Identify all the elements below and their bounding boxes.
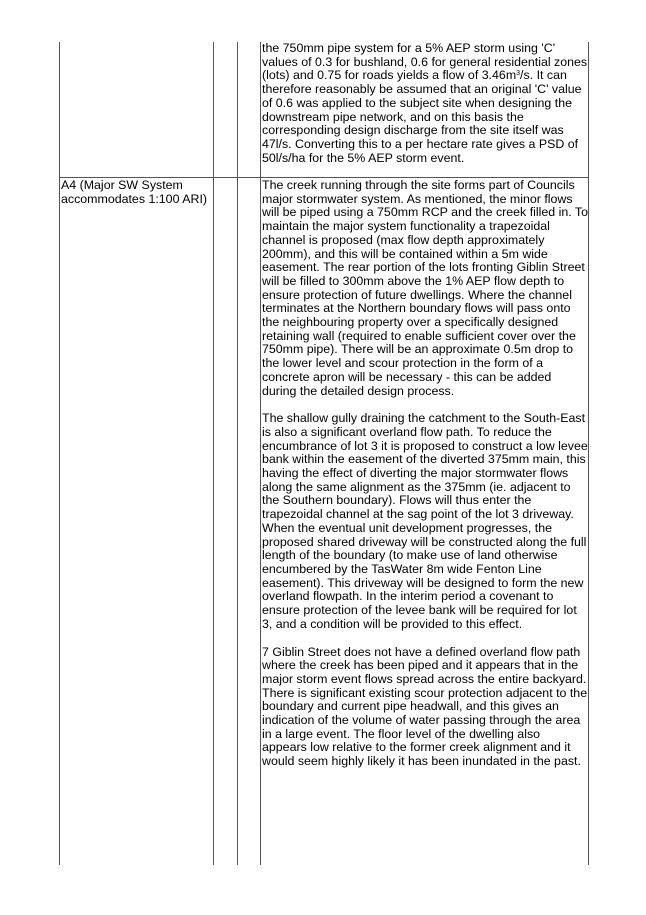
table-border-left xyxy=(59,42,60,865)
row-2-paragraph-2: The shallow gully draining the catchment to the South-East is also a significant overland flow path. To reduce the encumbrance of lot 3 it is proposed to construct a low levee bank within the easement of the diverted 375mm main, this having the effect of diverting the major stormwater flows along the same alignment as the 375mm (ie. adjacent to the Southern boundary). Flows will thus enter the trapezoidal channel at the sag point of the lot 3 driveway. When the eventual unit development progresses, the proposed shared driveway will be constructed along the full length of the boundary (to make use of land otherwise encumbered by the TasWater 8m wide Fenton Line easement). This driveway will be designed to form the new overland flowpath. In the interim period a covenant to ensure protection of the levee bank will be required for lot 3, and a condition will be provided to this effect. xyxy=(262,411,588,631)
table-column-divider-3 xyxy=(260,42,261,865)
row-2-paragraph-3: 7 Giblin Street does not have a defined overland flow path where the creek has been piped and it appears that in the major storm event flows spread across the entire backyard. There is significant existing scour protection adjacent to the boundary and current pipe headwall, and this gives an indication of the volume of water passing through the area in a large event. The floor level of the dwelling also appears low relative to the former creek alignment and it would seem highly likely it has been inundated in the past. xyxy=(262,644,588,769)
row-1-paragraph: the 750mm pipe system for a 5% AEP storm using 'C' values of 0.3 for bushland, 0.6 for general residential zones (lots) and 0.75 for roads yields a flow of $3.46m^3/s$. It can therefore reasonably be assumed that an original 'C' value of 0.6 was applied to the subject site when designing the downstream pipe network, and on this basis the corresponding design discharge from the site itself was 47l/s. Converting this to a per hectare rate gives a PSD of 50l/s/ha for the 5% AEP storm event. xyxy=(262,41,588,165)
table-column-divider-2 xyxy=(237,42,238,865)
cubic-superscript: 3 xyxy=(516,70,521,78)
row-2-label xyxy=(61,179,211,206)
table-column-divider-1 xyxy=(213,42,214,865)
row-2-paragraph-1: The creek running through the site forms part of Councils major stormwater system. As mentioned, the minor flows will be piped using a 750mm RCP and the creek filled in. To maintain the major system functionality a trapezoidal channel is proposed (max flow depth approximately 200mm), and this will be contained within a 5m wide easement. The rear portion of the lots fronting Giblin Street will be filled to 300mm above the 1% AEP flow depth to ensure protection of future dwellings. Where the channel terminates at the Northern boundary flows will pass onto the neighbouring property over a specifically designed retaining wall (required to enable sufficient cover over the 750mm pipe). There will be an approximate 0.5m drop to the lower level and scour protection in the form of a concrete apron will be necessary - this can be added during the detailed design process. xyxy=(262,178,589,398)
row-label-text: A4 (Major SW System accommodates 1:100 ARI) xyxy=(61,178,208,206)
table-border-right xyxy=(588,42,589,865)
row-1-description xyxy=(262,42,588,165)
row-2-description xyxy=(262,179,588,769)
